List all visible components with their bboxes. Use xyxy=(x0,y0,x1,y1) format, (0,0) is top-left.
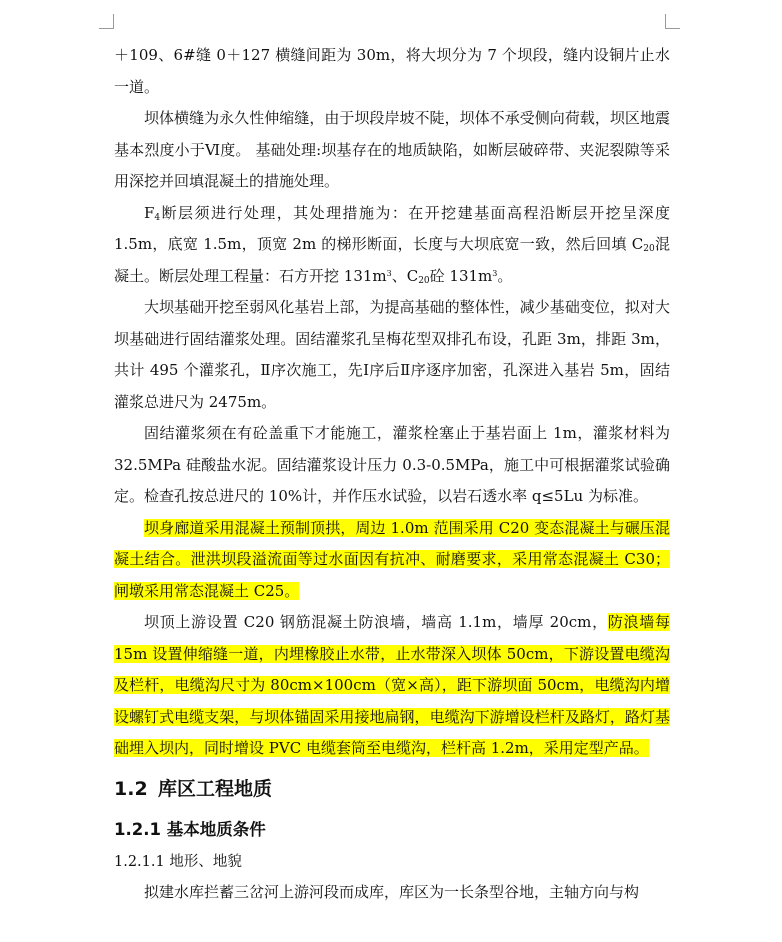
paragraph-consolidation-grouting: 大坝基础开挖至弱风化基岩上部，为提高基础的整体性，减少基础变位，拟对大坝基础进行固结灌浆处理。固结灌浆孔呈梅花型双排孔布设，孔距 3m，排距 3m，共计 495 个灌浆孔，Ⅱ序次施工，先Ⅰ序后Ⅱ序逐序加密，孔深进入基岩 5m，固结灌浆总进尺为 2475m。 xyxy=(114,298,670,411)
fault-text-d: 砼 131m xyxy=(429,266,493,285)
section-heading xyxy=(114,765,670,814)
fault-text-a: 断层须进行处理，其处理措施为：在开挖建基面高程沿断层开挖呈深度 1.5m，底宽 1.5m，顶宽 2m 的梯形断面，长度与大坝底宽一致，然后回填 C xyxy=(114,203,670,253)
cubic-superscript-2: 3 xyxy=(492,268,498,278)
fault-text-c: 、C xyxy=(391,266,419,285)
fault-text-b: 混凝土。断层处理工程量：石方开挖 131m xyxy=(114,235,670,285)
fault-text-e: 。 xyxy=(497,266,513,285)
highlighted-text: 防浪墙每 15m 设置伸缩缝一道，内埋橡胶止水带，止水带深入坝体 50cm，下游设置电缆沟及栏杆，电缆沟尺寸为 80cm×100cm（宽×高），距下游坝面 50cm，电缆沟内增设螺钉式电缆支架，与坝体锚固采用接地扁钢，电缆沟下游增设栏杆及路灯，路灯基础埋入坝内，同时增设 PVC 电缆套筒至电缆沟，栏杆高 1.2m，采用定型产品。 xyxy=(114,613,670,757)
paragraph-parapet-wall xyxy=(114,607,670,765)
paragraph-joint-spacing: ＋109、6#缝 0＋127 横缝间距为 30m，将大坝分为 7 个坝段，缝内设铜片止水一道。 xyxy=(114,46,670,96)
section-title: 库区工程地质 xyxy=(158,777,273,800)
document-body xyxy=(114,40,670,908)
paragraph-transverse-joints: 坝体横缝为永久性伸缩缝，由于坝段岸坡不陡，坝体不承受侧向荷载，坝区地震基本烈度小于Ⅵ度。 基础处理:坝基存在的地质缺陷，如断层破碎带、夹泥裂隙等采用深挖并回填混凝土的措施处理。 xyxy=(114,109,670,190)
concrete-grade-subscript-1: 20 xyxy=(643,244,655,254)
paragraph-reservoir-area: 拟建水库拦蓄三岔河上游河段而成库，库区为一长条型谷地，主轴方向与构 xyxy=(144,882,640,901)
cubic-superscript-1: 3 xyxy=(386,268,392,278)
paragraph-grouting-conditions: 固结灌浆须在有砼盖重下才能施工，灌浆栓塞止于基岩面上 1m，灌浆材料为 32.5MPa 硅酸盐水泥。固结灌浆设计压力 0.3-0.5MPa，施工中可根据灌浆试验确定。检查孔按总进尺的 10%计，并作压水试验，以岩石透水率 q≤5Lu 为标准。 xyxy=(114,424,670,505)
parapet-text-plain: 坝顶上游设置 C20 钢筋混凝土防浪墙，墙高 1.1m，墙厚 20cm， xyxy=(144,613,608,631)
section-number: 1.2 xyxy=(114,777,148,800)
highlighted-text: 坝身廊道采用混凝土预制顶拱，周边 1.0m 范围采用 C20 变态混凝土与碾压混凝土结合。泄洪坝段溢流面等过水面因有抗冲、耐磨要求，采用常态混凝土 C30；闸墩采用常态混凝土 C25。 xyxy=(114,518,670,600)
concrete-grade-subscript-2: 20 xyxy=(418,275,430,286)
paragraph-fault-treatment xyxy=(114,198,670,293)
margin-corner-mark-left xyxy=(99,14,114,29)
subsubsection-heading: 1.2.1.1 地形、地貌 xyxy=(114,853,242,870)
fault-subscript: 4 xyxy=(154,212,161,223)
margin-corner-mark-right xyxy=(665,14,680,29)
paragraph-gallery-concrete xyxy=(114,513,670,608)
fault-symbol: F xyxy=(144,203,155,222)
subsection-heading: 1.2.1 基本地质条件 xyxy=(114,819,266,839)
